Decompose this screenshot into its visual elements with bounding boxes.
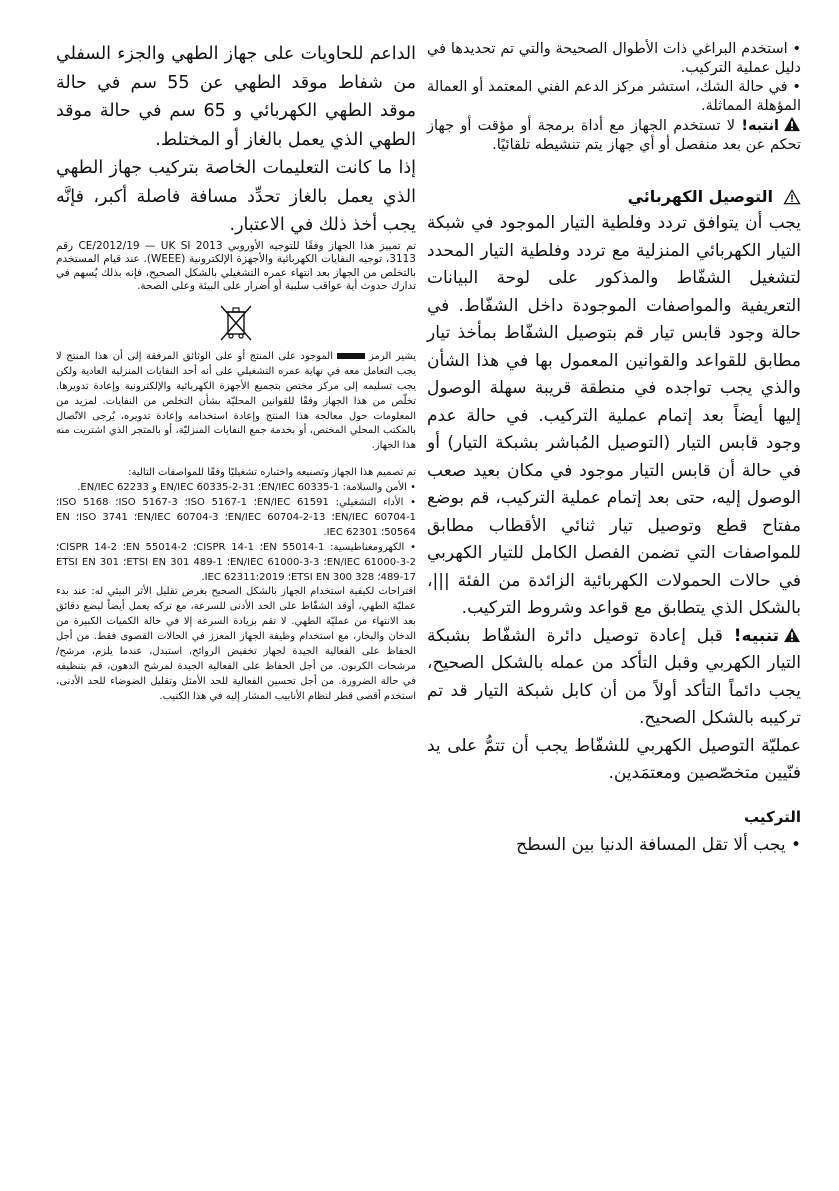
- installation-heading: التركيب: [744, 807, 801, 826]
- left-column: [56, 40, 416, 705]
- gas-paragraph: إذا ما كانت التعليمات الخاصة بتركيب جهاز الطهي الذي يعمل بالغاز تحدِّد مسافة فاصلة أكبر، فإنَّه يجب أخذ ذلك في الاعتبار.: [56, 158, 416, 235]
- weee-bin-icon: [216, 302, 256, 342]
- caution-paragraph: [427, 623, 801, 733]
- caution-icon: [783, 627, 801, 643]
- standards-emc: • الكهرومغناطيسية: EN 55014-1؛ CISPR 14-1؛ EN 55014-2؛ CISPR 14-2؛ EN/IEC 61000-3-2؛ EN/IEC 61000-3-3؛ ETSI EN 301 489-1؛ ETSI EN 301 489-17؛ ETSI EN 300 328؛ IEC 62311:2019.: [56, 541, 417, 583]
- right-column: [427, 40, 801, 859]
- warning-icon: [783, 116, 801, 132]
- installation-paragraph: • يجب ألا تقل المسافة الدنيا بين السطح: [516, 834, 801, 855]
- warning-label: انتبه!: [741, 118, 780, 134]
- weee-paragraph: تم تمييز هذا الجهاز وفقًا للتوجيه الأوروبي CE/2012/19 — UK SI 2013 رقم 3113، توجيه النفايات الكهربائية والأجهزة الإلكترونية (WEEE). عند قيام المستخدم بالتخلص من الجهاز بعد انتهاء عمره التشغيلي بالشكل الصحيح، فإنه بذلك يُسهم في تدارك حدوث أية عواقب سلبية أو أضرار على البيئة وعلى الصحة.: [56, 239, 416, 293]
- black-bar-symbol: [337, 353, 365, 359]
- support-bullet: • في حالة الشك، استشر مركز الدعم الفني المعتمد أو العمالة المؤهلة المماثلة.: [427, 79, 801, 114]
- standards-intro: تم تصميم هذا الجهاز وتصنيعه واختباره تشغيليًا وفقًا للمواصفات التالية:: [128, 467, 416, 479]
- caution-label: تنبيه!: [733, 625, 780, 646]
- electrical-warning-icon: [783, 189, 801, 205]
- electrical-paragraph: يجب أن يتوافق تردد وفلطية التيار الموجود في شبكة التيار الكهربائي المنزلية مع تردد وفلطية التيار المحدد لتشغيل الشفّاط والمذكور على لوحة البيانات التعريفية والمواصفات الموجودة داخل الشفّاط. في حالة وجود قابس تيار قم بتوصيل الشفّاط بمأخذ تيار مطابق للقواعد والقوانين المعمول بها في هذا الشأن والذي يجب تواجده في منطقة قريبة سهلة الوصول إليها أيضاً بعد إتمام عملية التركيب. في حالة عدم وجود قابس التيار (التوصيل المُباشر بشبكة التيار) أو في حالة أن قابس التيار موجود في مكان بعيد صعب الوصول إليه، حتى بعد إتمام عملية التركيب، قم بوضع مفتاح قطع وتوصيل تيار ثنائي الأقطاب مطابق للمواصفات التي تضمن الفصل الكامل للتيار الكهربي في حالات الحمولات الكهربائية الزائدة من الفئة |||، بالشكل الذي يتطابق مع قواعد وشروط التركيب.: [427, 213, 801, 618]
- suggestions-paragraph: اقتراحات لكيفية استخدام الجهاز بالشكل الصحيح بغرض تقليل الأثر البيئي له: عند بدء عمليّة الطهي، أوقد الشفّاط على الحد الأدنى للسرعة، مع تركه يعمل أيضاً لبضع دقائق بعد الانتهاء من عمليّة الطهي. لا تقم بزيادة السرعة إلا في حالة الكميات الكبيرة من الدخان والبخار، مع استخدام وظيفة الجهاز المعزز في الحالات القصوى فقط. من أجل الحفاظ على الفعالية الجيدة لجهاز تخفيض الروائح، استبدل، عندما يلزم، مرشح/مرشحات الكربون. من أجل الحفاظ على الفعالية الجيدة لمرشح الدهون، قم بتنظيفه في حالة الضرورة. من أجل تحسين الفعالية للحد الأمثل وتقليل الضوضاء للحد الأدنى، استخدم أقصى قطر لنظام الأنابيب المشار إليه في هذا الكتيب.: [56, 586, 416, 702]
- warning-text: لا تستخدم الجهاز مع أداة برمجة أو مؤقت أو جهاز تحكم عن بعد منفصل أو أي جهاز يتم تنشيطه تلقائيًا.: [427, 118, 801, 153]
- electrical-heading: [427, 187, 801, 206]
- standards-safety: • الأمن والسلامة: EN/IEC 60335-1؛ EN/IEC 60335-2-31 و EN/IEC 62233.: [77, 482, 416, 494]
- electrical-heading-text: التوصيل الكهربائي: [627, 187, 773, 206]
- timer-warning: [427, 116, 801, 155]
- standards-performance: • الأداء التشغيلي: EN/IEC 61591؛ ISO 5167-1؛ ISO 5167-3؛ ISO 5168؛ EN/IEC 60704-1؛ EN/IEC 60704-2-13؛ EN/IEC 60704-3؛ ISO 3741؛ EN 50564؛ IEC 62301.: [56, 497, 417, 538]
- symbol-text-after: الموجود على المنتج أو على الوثائق المرفقة إلى أن هذا المنتج لا يجب التعامل معه في نهاية عمره التشغيلي على أنه أحد النفايات المنزلية العادية ولكن يجب تسليمه إلى مركز مختص بتجميع الأجهزة الكهربائية والإلكترونية وإعادة تدويرها. تخلّص من هذا الجهاز وفقًا للقوانين المحليّة بشأن التخلص من النفايات. لمزيد من المعلومات حول معالجة هذا المنتج وإعادة استخدامه وإعادة تدويره، يُرجى الاتّصال بالمكتب المحلي المختص، أو بخدمة جمع النفايات المنزليّة، أو بالمتجر الذي اشتريت منه هذا الجهاز.: [56, 350, 416, 452]
- screws-bullet: • استخدم البراغي ذات الأطوال الصحيحة والتي تم تحديدها في دليل عملية التركيب.: [427, 41, 801, 76]
- symbol-paragraph: [56, 350, 416, 454]
- symbol-text-before: يشير الرمز: [369, 350, 417, 362]
- distance-paragraph: الداعم للحاويات على جهاز الطهي والجزء السفلي من شفاط موقد الطهي عن 55 سم في حالة موقد الطهي الكهربائي و 65 سم في حالة موقد الطهي الذي يعمل بالغاز أو المختلط.: [56, 44, 416, 150]
- installers-paragraph: عمليّة التوصيل الكهربي للشفّاط يجب أن تتمُّ على يد فنّيين متخصّصين ومعتمَدين.: [427, 735, 801, 783]
- caution-text: قبل إعادة توصيل دائرة الشفّاط بشبكة التيار الكهربي وقبل التأكد من عمله بالشكل الصحيح، يجب دائماً التأكد أولاً من أن كابل شبكة التيار قد تم تركيبه بالشكل الصحيح.: [427, 625, 801, 728]
